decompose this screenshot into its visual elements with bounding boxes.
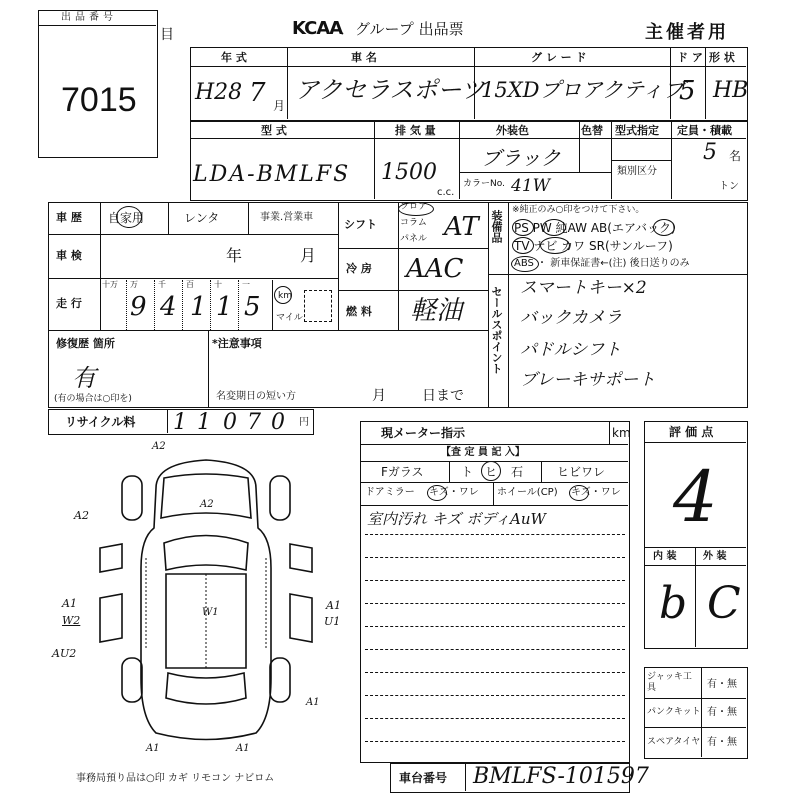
shape-label: 形 状 bbox=[709, 51, 735, 64]
color-no: 41W bbox=[511, 176, 551, 196]
car-name: アクセラスポーツ bbox=[295, 76, 485, 104]
shift-value: AT bbox=[444, 212, 479, 242]
header-title: ．グループ 出品票 bbox=[340, 20, 464, 38]
ac-value: AAC bbox=[406, 254, 464, 284]
repair-value: 有 bbox=[72, 364, 96, 392]
mileage-digit: 4 bbox=[160, 292, 177, 322]
row-spec: 型 式 排 気 量 外装色 色替 型式指定 定員・積載 類別区分 LDA-BMLFS 1500 c.c. ブラック カラーNo. 41W 5 名 トン bbox=[190, 121, 748, 201]
exterior-grade: C bbox=[707, 578, 741, 629]
private-circle bbox=[116, 206, 142, 228]
inspector-comment: 室内汚れ キズ ボディAuW bbox=[367, 510, 546, 528]
office-items: 事務局預り品は○印 カギ リモコン ナビロム bbox=[76, 773, 275, 784]
row-vehicle: 年 式 車 名 グ レ ー ド ド ア 形 状 H28 7 月 アクセラスポーツ 15XDプロアクティブ 5 HB bbox=[190, 47, 748, 121]
equipment-line3: ABS ・ 新車保証書←(注) 後日送りのみ bbox=[514, 258, 690, 269]
doors-value: 5 bbox=[679, 76, 696, 106]
km-circle bbox=[274, 286, 292, 304]
model-code: LDA-BMLFS bbox=[193, 162, 351, 187]
equipment-line2: TV ナビ カワ SR(サンルーフ) bbox=[514, 239, 673, 253]
damage-mark: A1 bbox=[326, 599, 341, 612]
mileage-digit: 9 bbox=[130, 292, 147, 322]
damage-mark: AU2 bbox=[52, 647, 77, 660]
damage-mark: W1 bbox=[202, 607, 219, 618]
private-use: 自家用 bbox=[108, 211, 145, 225]
inspector-box: 現メーター指示 km 【査 定 員 記 入】 Fガラス ト ヒ 石 ヒビワレ ドアミラー キズ・ワレ ホイール(CP) キズ・ワレ 室内汚れ キズ ボディAuW bbox=[360, 421, 630, 763]
grade-value: 15XDプロアクティブ bbox=[481, 78, 685, 102]
sales-point: ブレーキサポート bbox=[520, 370, 656, 390]
name-label: 車 名 bbox=[351, 51, 377, 64]
year-label: 年 式 bbox=[221, 51, 247, 64]
lot-number: 7015 bbox=[61, 81, 137, 119]
displacement: 1500 bbox=[381, 160, 437, 185]
color-value: ブラック bbox=[481, 146, 561, 170]
mileage-digit: 5 bbox=[244, 292, 261, 322]
damage-mark: A2 bbox=[74, 509, 89, 522]
damage-mark: A1 bbox=[62, 597, 77, 610]
interior-grade: b bbox=[659, 578, 688, 629]
lot-label: 出品番号 bbox=[61, 12, 117, 23]
year-month: 7 bbox=[249, 78, 266, 108]
header-usage: 主催者用 bbox=[645, 22, 729, 43]
equipment-line1: PS PW 純AW AB(エアバック) bbox=[514, 221, 676, 235]
damage-mark: A2 bbox=[152, 441, 166, 452]
doors-label: ド ア bbox=[677, 51, 703, 64]
damage-mark: A2 bbox=[200, 499, 214, 510]
score-box: 評 価 点 4 内 装 外 装 b C bbox=[644, 421, 748, 649]
damage-mark: A1 bbox=[236, 743, 250, 754]
tools-box: ジャッキ工具 有・無 パンクキット 有・無 スペアタイヤ 有・無 bbox=[644, 667, 748, 759]
damage-mark: U1 bbox=[324, 615, 341, 628]
car-diagram bbox=[86, 448, 326, 748]
sales-point: パドルシフト bbox=[520, 340, 622, 360]
damage-mark: A1 bbox=[306, 697, 320, 708]
shape-value: HB bbox=[713, 78, 749, 103]
damage-mark: W2 bbox=[62, 614, 81, 627]
lot-box bbox=[38, 10, 158, 158]
mileage-digit: 1 bbox=[190, 292, 207, 322]
header-brand: KCAA bbox=[292, 18, 343, 39]
floor-shift-circle bbox=[398, 202, 434, 216]
grade-label: グ レ ー ド bbox=[531, 51, 587, 64]
fuel-value: 軽油 bbox=[410, 296, 463, 326]
score-value: 4 bbox=[673, 456, 718, 538]
chassis-box: 車台番号 BMLFS-101597 bbox=[390, 763, 630, 793]
mileage-digit: 1 bbox=[216, 292, 233, 322]
recycle-box: リサイクル料 1 1 0 7 0 円 bbox=[48, 409, 314, 435]
sales-point: スマートキー×2 bbox=[520, 278, 647, 298]
chassis-number: BMLFS-101597 bbox=[473, 764, 649, 789]
capacity-value: 5 bbox=[703, 140, 717, 165]
damage-mark: A1 bbox=[146, 743, 160, 754]
sales-point: バックカメラ bbox=[520, 308, 622, 328]
year-era: H28 bbox=[195, 80, 243, 105]
